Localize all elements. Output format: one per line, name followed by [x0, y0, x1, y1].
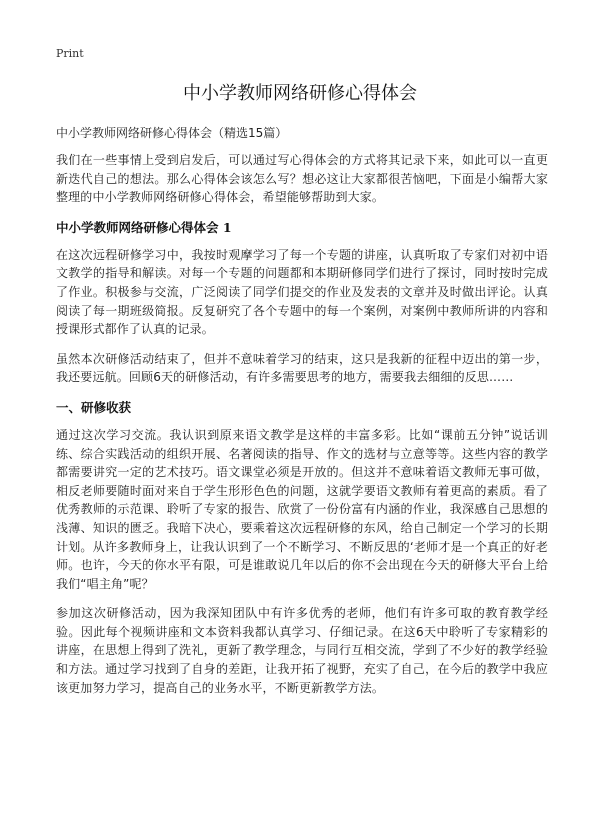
- gains-paragraph-2: 参加这次研修活动，因为我深知团队中有许多优秀的老师，他们有许多可取的教育教学经验。因此每个视频讲座和文本资料我都认真学习、仔细记录。在这6天中聆听了专家精彩的讲座，在思想上得到了洗礼，更新了教学理念，与同行互相交流，学到了不少好的教学经验和方法。通过学习找到了自身的差距，让我开拓了视野，充实了自己，在今后的教学中我应该更加努力学习，提高自己的业务水平，不断更新教学方法。: [56, 606, 548, 695]
- section-heading-1: 中小学教师网络研修心得体会 1: [56, 219, 232, 235]
- print-link[interactable]: Print: [56, 47, 84, 60]
- gains-paragraph-1: 通过这次学习交流。我认识到原来语文教学是这样的丰富多彩。比如“课前五分钟”说话训练、综合实践活动的组织开展、名著阅读的指导、作文的选材与立意等等。这些内容的教学都需要讲究一定的艺术技巧。语文课堂必须是开放的。但这并不意味着语文教师无事可做，相反老师要随时面对来自于学生形形色色的问题，这就学要语文教师有着更高的素质。看了优秀教师的示范课、聆听了专家的报告、欣赏了一份份富有内涵的作业，我深感自己思想的浅薄、知识的匮乏。我暗下决心，要乘着这次远程研修的东风，给自己制定一个学习的长期计划。从许多教师身上，让我认识到了一个不断学习、不断反思的‘老师才是一个真正的好老师。也许，今天的你水平有限，可是谁敢说几年以后的你不会出现在今天的研修大平台上给我们“唱主角”呢？: [56, 427, 548, 591]
- article-subtitle: 中小学教师网络研修心得体会（精选15篇）: [56, 126, 288, 140]
- intro-paragraph: 我们在一些事情上受到启发后，可以通过写心得体会的方式将其记录下来，如此可以一直更新迭代自己的想法。那么心得体会该怎么写？想必这让大家都很苦恼吧，下面是小编帮大家整理的中小学教师网络研修心得体会，希望能够帮助到大家。: [56, 153, 548, 205]
- section1-paragraph-1: 在这次远程研修学习中，我按时观摩学习了每一个专题的讲座，认真听取了专家们对初中语文教学的指导和解读。对每一个专题的问题都和本期研修同学们进行了探讨，同时按时完成了作业。积极参与交流，广泛阅读了同学们提交的作业及发表的文章并及时做出评论。认真阅读了每一期班级简报。反复研究了各个专题中的每一个案例，对案例中教师所讲的内容和授课形式都作了认真的记录。: [56, 247, 548, 337]
- subsection-heading-gains: 一、研修收获: [56, 399, 132, 415]
- page-title: 中小学教师网络研修心得体会: [183, 83, 417, 104]
- article-body: [56, 124, 548, 708]
- section1-paragraph-2: 虽然本次研修活动结束了，但并不意味着学习的结束，这只是我新的征程中迈出的第一步，我还要远航。回顾6天的研修活动，有许多需要思考的地方，需要我去细细的反思……: [56, 351, 548, 385]
